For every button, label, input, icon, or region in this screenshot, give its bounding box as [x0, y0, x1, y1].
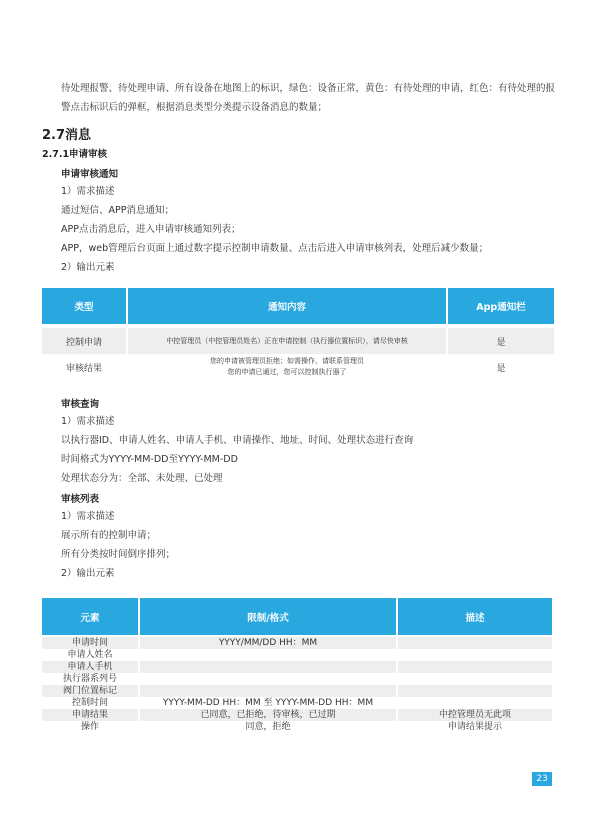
table-cell: 控制时间	[42, 697, 138, 709]
table-row	[42, 649, 552, 661]
table-cell	[128, 354, 446, 380]
table-cell: 中控管理员（中控管理员姓名）正在申请控制（执行器位置标识），请尽快审核	[128, 328, 446, 354]
query-line: 处理状态分为：全部、未处理、已处理	[61, 473, 223, 484]
table-cell: 申请结果	[42, 709, 138, 721]
element-table	[40, 598, 554, 733]
table-cell: 阀门位置标记	[42, 685, 138, 697]
table-cell	[398, 697, 552, 709]
query-line: 时间格式为YYYY-MM-DD至YYYY-MM-DD	[61, 454, 238, 465]
table-cell	[140, 673, 396, 685]
query-line: 以执行器ID、申请人姓名、申请人手机、申请操作、地址、时间、处理状态进行查询	[61, 435, 414, 446]
intro-paragraph: 待处理报警、待处理申请、所有设备在地图上的标识，绿色：设备正常，黄色：有待处理的申请，红色：有待处理的报警点击标识后的弹框，根据消息类型分类提示设备消息的数量；	[61, 83, 556, 113]
list-line: 1）需求描述	[61, 511, 115, 522]
notify-line: 1）需求描述	[61, 186, 115, 197]
table-row	[42, 328, 554, 354]
table-cell: 审核结果	[42, 354, 126, 380]
table-cell	[398, 661, 552, 673]
table-header: 通知内容	[128, 288, 446, 328]
notification-table	[40, 288, 556, 380]
table-cell: 中控管理员无此项	[398, 709, 552, 721]
query-heading: 审核查询	[61, 399, 100, 410]
table-cell: 申请人手机	[42, 661, 138, 673]
list-line: 所有分类按时间倒序排列；	[61, 549, 176, 560]
table-cell: 是	[448, 328, 554, 354]
notify-line: 通过短信、APP消息通知；	[61, 205, 174, 216]
table-row	[42, 673, 552, 685]
table-cell: 执行器系列号	[42, 673, 138, 685]
notify-line: 2）输出元素	[61, 262, 115, 273]
table-header: 元素	[42, 598, 138, 637]
table-cell: 是	[448, 354, 554, 380]
subsection-title: 2.7.1申请审核	[42, 149, 108, 160]
table-header: 限制/格式	[140, 598, 396, 637]
query-line: 1）需求描述	[61, 416, 115, 427]
table-cell: 申请时间	[42, 637, 138, 649]
table-cell-line: 您的申请已通过，您可以控制执行器了	[227, 368, 347, 376]
table-header: App通知栏	[448, 288, 554, 328]
notify-heading: 申请审核通知	[61, 169, 119, 180]
table-cell	[398, 637, 552, 649]
table-cell	[140, 649, 396, 661]
table-cell: YYYY-MM-DD HH：MM 至 YYYY-MM-DD HH：MM	[140, 697, 396, 709]
table-cell	[140, 685, 396, 697]
list-heading: 审核列表	[61, 494, 100, 505]
table-cell: 同意，拒绝	[140, 721, 396, 733]
section-title: 2.7消息	[42, 128, 92, 143]
table-cell: 已同意，已拒绝，待审核，已过期	[140, 709, 396, 721]
table-row	[42, 721, 552, 733]
table-row	[42, 661, 552, 673]
table-cell	[398, 673, 552, 685]
notify-line: APP，web管理后台页面上通过数字提示控制申请数量、点击后进入申请审核列表，处理后减少数量；	[61, 243, 489, 254]
table-cell	[398, 649, 552, 661]
notify-line: APP点击消息后，进入申请审核通知列表；	[61, 224, 241, 235]
list-line: 展示所有的控制申请；	[61, 530, 157, 541]
table-row	[42, 709, 552, 721]
table-header: 类型	[42, 288, 126, 328]
table-row	[42, 697, 552, 709]
table-cell: YYYY/MM/DD HH：MM	[140, 637, 396, 649]
list-line: 2）输出元素	[61, 568, 115, 579]
table-cell: 申请人姓名	[42, 649, 138, 661]
table-header: 描述	[398, 598, 552, 637]
table-cell: 操作	[42, 721, 138, 733]
table-cell-line: 您的申请被管理员拒绝；如需操作，请联系管理员	[210, 357, 364, 365]
table-cell	[140, 661, 396, 673]
page-number: 23	[532, 772, 552, 786]
table-row	[42, 685, 552, 697]
table-cell: 申请结果提示	[398, 721, 552, 733]
table-row	[42, 637, 552, 649]
table-cell: 控制申请	[42, 328, 126, 354]
table-cell	[398, 685, 552, 697]
table-row	[42, 354, 554, 380]
